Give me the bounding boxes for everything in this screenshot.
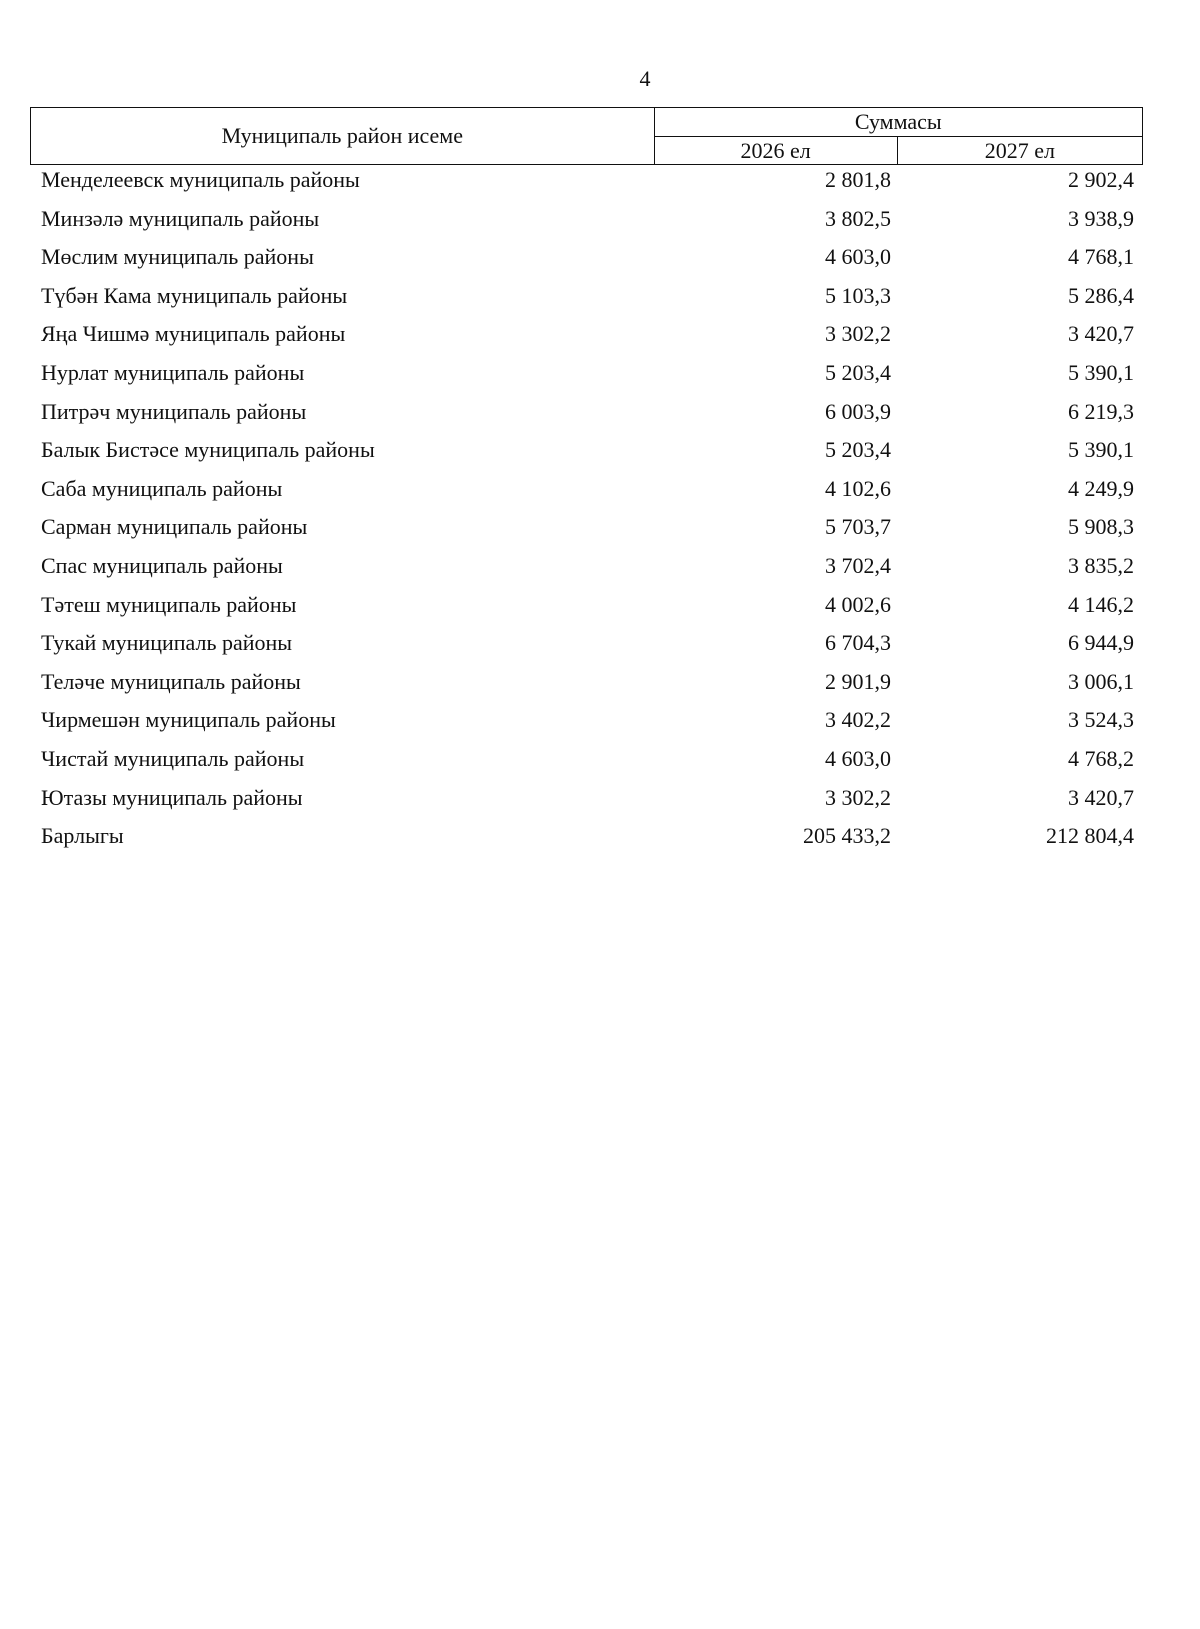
amount-2026: 2 801,8 <box>825 167 891 192</box>
amount-2026: 5 203,4 <box>825 437 891 463</box>
district-name: Түбән Кама муниципаль районы <box>41 282 348 308</box>
total-row <box>41 822 1134 861</box>
table-row <box>41 205 1134 244</box>
district-name: Спас муниципаль районы <box>41 552 283 578</box>
total-label: Барлыгы <box>41 823 124 849</box>
amount-2027: 3 835,2 <box>1068 552 1134 578</box>
amount-2026: 6 003,9 <box>825 398 891 424</box>
page-number: 4 <box>639 66 651 91</box>
total-2026: 205 433,2 <box>803 823 891 849</box>
amount-2027: 3 420,7 <box>1068 321 1134 347</box>
amount-2026: 5 703,7 <box>825 514 891 540</box>
amount-2026: 4 603,0 <box>825 745 891 771</box>
district-name: Питрәч муниципаль районы <box>41 398 307 424</box>
amount-2026: 4 002,6 <box>825 591 891 617</box>
table-row <box>41 436 1134 475</box>
table-header <box>30 107 1143 165</box>
amount-2026: 3 402,2 <box>825 707 891 733</box>
table-row <box>41 475 1134 514</box>
amount-2026: 5 203,4 <box>825 359 891 385</box>
district-name: Тукай муниципаль районы <box>41 630 293 656</box>
header-municipal-district-name: Муниципаль район исеме <box>31 108 655 165</box>
amount-2027: 5 390,1 <box>1068 359 1134 385</box>
table-row <box>41 784 1134 823</box>
district-name: Сарман муниципаль районы <box>41 514 308 540</box>
table-row <box>41 668 1134 707</box>
amount-2027: 3 524,3 <box>1068 707 1134 733</box>
district-name: Саба муниципаль районы <box>41 475 283 501</box>
total-2027: 212 804,4 <box>1046 823 1134 849</box>
amount-2026: 3 802,5 <box>825 205 891 231</box>
table-row <box>41 629 1134 668</box>
table-row <box>41 552 1134 591</box>
amount-2027: 3 006,1 <box>1068 668 1134 694</box>
table-row <box>41 591 1134 630</box>
amount-2027: 5 390,1 <box>1068 437 1134 463</box>
table-row <box>41 282 1134 321</box>
amount-2027: 3 938,9 <box>1068 205 1134 231</box>
district-name: Тәтеш муниципаль районы <box>41 591 297 617</box>
district-name: Нурлат муниципаль районы <box>41 359 305 385</box>
amount-2026: 2 901,9 <box>825 668 891 694</box>
amount-2026: 6 704,3 <box>825 630 891 656</box>
table-row <box>41 706 1134 745</box>
amount-2027: 4 768,2 <box>1068 745 1134 771</box>
district-name: Ютазы муниципаль районы <box>41 784 303 810</box>
amount-2027: 4 768,1 <box>1068 244 1134 270</box>
amount-2027: 4 146,2 <box>1068 591 1134 617</box>
amount-2026: 4 102,6 <box>825 475 891 501</box>
amount-2027: 3 420,7 <box>1068 784 1134 810</box>
table-row <box>41 513 1134 552</box>
header-sums: Суммасы <box>654 108 1142 137</box>
amount-2026: 3 302,2 <box>825 321 891 347</box>
table-row <box>41 243 1134 282</box>
header-year-2026: 2026 ел <box>654 137 897 165</box>
amount-2027: 6 944,9 <box>1068 630 1134 656</box>
amount-2026: 5 103,3 <box>825 282 891 308</box>
district-name: Чирмешән муниципаль районы <box>41 707 336 733</box>
table-row <box>41 745 1134 784</box>
amount-2026: 3 702,4 <box>825 552 891 578</box>
header-year-2027: 2027 ел <box>897 137 1142 165</box>
amount-2026: 4 603,0 <box>825 244 891 270</box>
amount-2027: 2 902,4 <box>1068 167 1134 192</box>
district-name: Чистай муниципаль районы <box>41 745 305 771</box>
district-name: Балык Бистәсе муниципаль районы <box>41 437 375 463</box>
amount-2026: 3 302,2 <box>825 784 891 810</box>
amount-2027: 4 249,9 <box>1068 475 1134 501</box>
district-name: Теләче муниципаль районы <box>41 668 301 694</box>
district-name: Минзәлә муниципаль районы <box>41 205 320 231</box>
district-name: Менделеевск муниципаль районы <box>41 167 360 192</box>
amount-2027: 5 286,4 <box>1068 282 1134 308</box>
table-row <box>41 359 1134 398</box>
table-row <box>41 320 1134 359</box>
table-body <box>41 166 1134 861</box>
district-name: Яңа Чишмә муниципаль районы <box>41 321 346 347</box>
district-name: Мөслим муниципаль районы <box>41 244 314 270</box>
amount-2027: 6 219,3 <box>1068 398 1134 424</box>
table-row <box>41 166 1134 205</box>
amount-2027: 5 908,3 <box>1068 514 1134 540</box>
table-row <box>41 398 1134 437</box>
